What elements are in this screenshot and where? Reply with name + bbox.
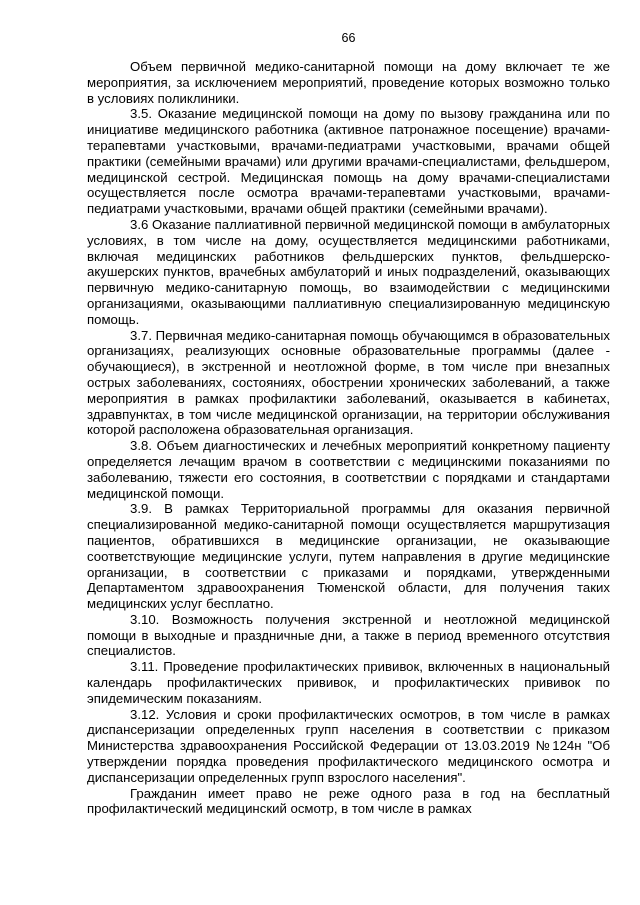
paragraph-3-5: 3.5. Оказание медицинской помощи на дому по вызову гражданина или по инициативе медицинского работника (активное патронажное посещение) врачами-терапевтами участковыми, врачами-педиатрами участковыми, врачами общей практики (семейными врачами) или другими врачами-специалистами, фельдшером, медицинской сестрой. Медицинская помощь на дому врачами-специалистами осуществляется после осмотра врачами-терапевтами участковыми, врачами-педиатрами участковыми, врачами общей практики (семейными врачами). [87,106,610,217]
paragraph-3-8: 3.8. Объем диагностических и лечебных мероприятий конкретному пациенту определяется лечащим врачом в соответствии с медицинскими показаниями по заболеванию, тяжести его состояния, в соответствии с порядками и стандартами медицинской помощи. [87,438,610,501]
paragraph-citizen-right: Гражданин имеет право не реже одного раза в год на бесплатный профилактический медицинский осмотр, в том числе в рамках [87,785,610,817]
paragraph-3-7: 3.7. Первичная медико-санитарная помощь обучающимся в образовательных организациях, реализующих основные образовательные программы (далее - обучающиеся), в экстренной и неотложной форме, в том числе при внезапных острых заболеваниях, состояниях, обострении хронических заболеваний, а также мероприятия в рамках профилактики заболеваний, оказывается в кабинетах, здравпунктах, в том числе медицинской организации, на территории обслуживания которой расположена образовательная организация. [87,327,610,438]
paragraph-home-care-scope: Объем первичной медико-санитарной помощи на дому включает те же мероприятия, за исключением мероприятий, проведение которых возможно только в условиях поликлиники. [87,59,610,106]
paragraph-3-10: 3.10. Возможность получения экстренной и неотложной медицинской помощи в выходные и праздничные дни, а также в период временного отсутствия специалистов. [87,611,610,659]
document-body [87,59,610,817]
page-number: 66 [341,31,356,45]
paragraph-3-6: 3.6 Оказание паллиативной первичной медицинской помощи в амбулаторных условиях, в том числе на дому, осуществляется медицинскими работниками, включая медицинских работников фельдшерских пунктов, фельдшерско-акушерских пунктов, врачебных амбулаторий и иных подразделений, оказывающих первичную медико-санитарную помощь, во взаимодействии с медицинскими организациями, оказывающими паллиативную специализированную медицинскую помощь. [87,216,610,327]
paragraph-3-12: 3.12. Условия и сроки профилактических осмотров, в том числе в рамках диспансеризации определенных групп населения в соответствии с приказом Министерства здравоохранения Российской Федерации от 13.03.2019 №124н "Об утверждении порядка проведения профилактического медицинского осмотра и диспансеризации определенных групп взрослого населения". [87,706,610,785]
paragraph-3-9: 3.9. В рамках Территориальной программы для оказания первичной специализированной медико-санитарной помощи осуществляется маршрутизация пациентов, обратившихся в медицинские организации, не оказывающие соответствующие медицинские услуги, путем направления в другие медицинские организации, в соответствии с приказами и порядками, утвержденными Департаментом здравоохранения Тюменской области, для получения таких медицинских услуг бесплатно. [87,501,610,612]
paragraph-3-11: 3.11. Проведение профилактических прививок, включенных в национальный календарь профилактических прививок, и профилактических прививок по эпидемическим показаниям. [87,659,610,706]
